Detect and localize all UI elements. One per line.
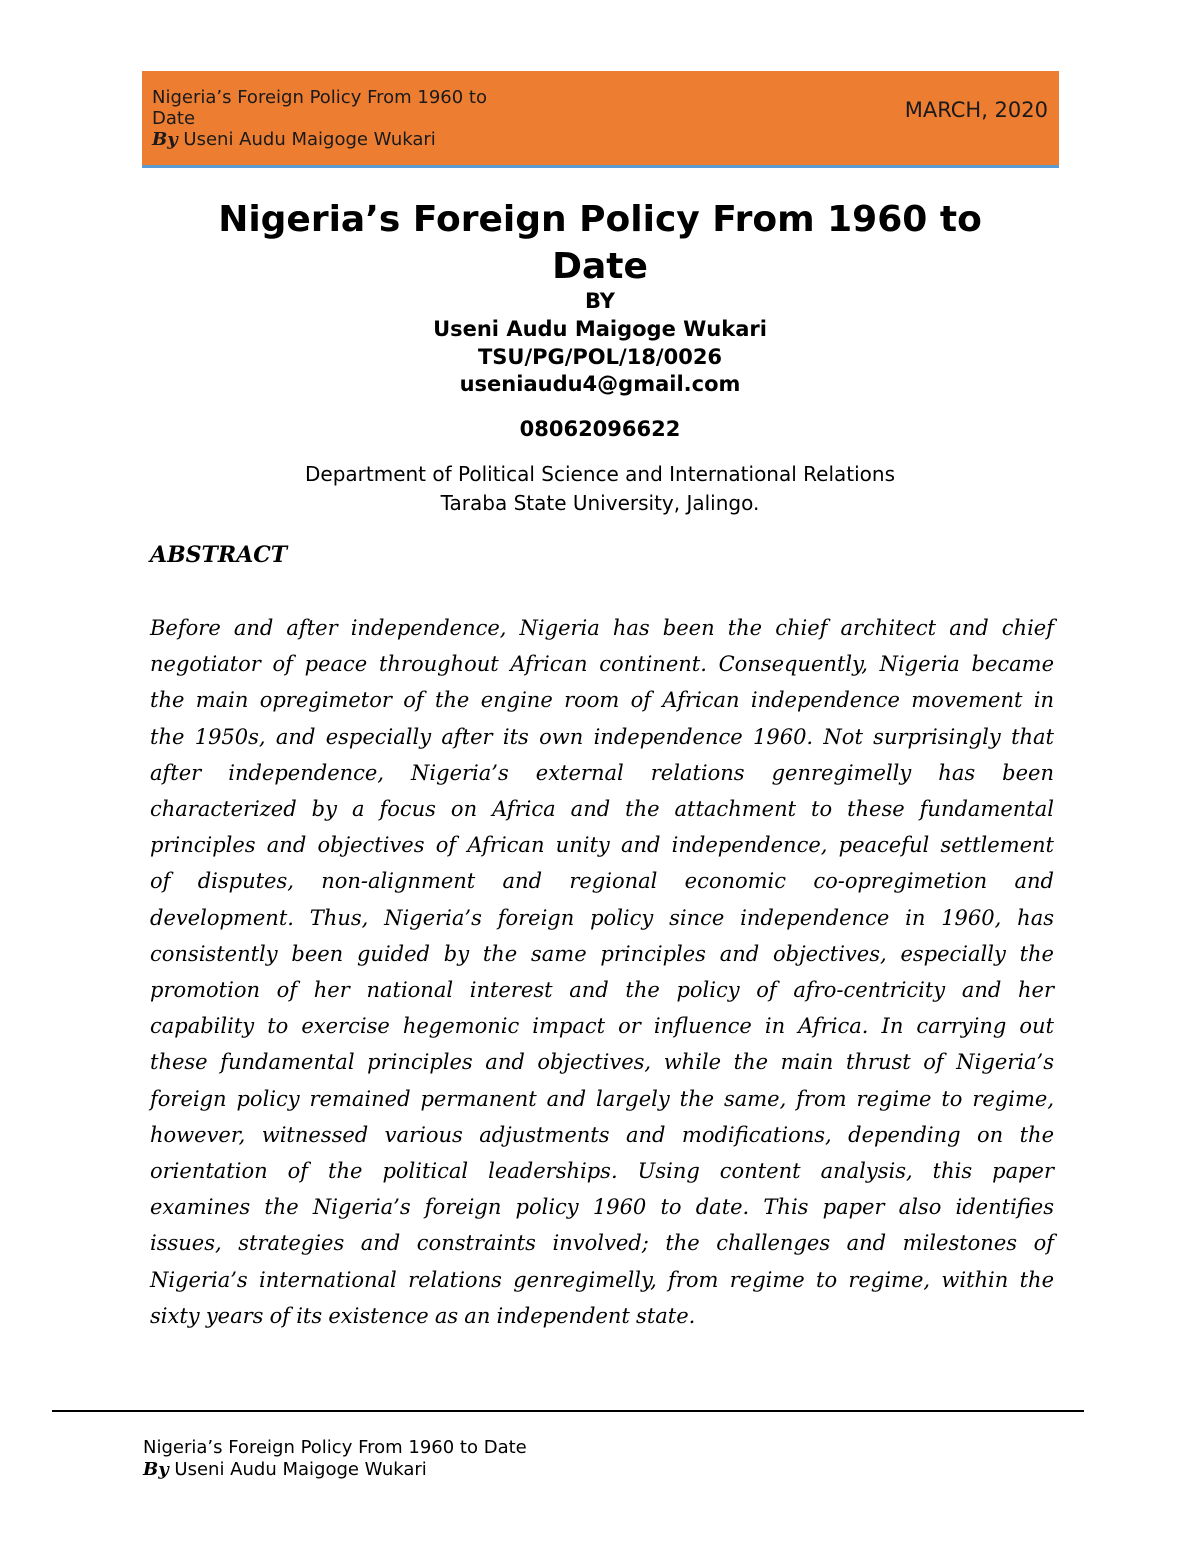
header-title-line-2: Date <box>152 108 196 129</box>
abstract-line: promotion of her national interest and the policy of afro-centricity and her <box>150 978 1054 1003</box>
abstract-line: consistently been guided by the same principles and objectives, especially the <box>150 941 1054 966</box>
abstract-line: development. Thus, Nigeria’s foreign policy since independence in 1960, has <box>150 905 1054 930</box>
paper-title-line-1: Nigeria’s Foreign Policy From 1960 to <box>218 199 982 240</box>
department: Department of Political Science and International Relations <box>305 462 895 486</box>
student-id: TSU/PG/POL/18/0026 <box>477 345 723 369</box>
abstract-line: these fundamental principles and objectives, while the main thrust of Nigeria’s <box>150 1050 1054 1075</box>
header-by-label: By <box>152 129 178 150</box>
abstract-line: the 1950s, and especially after its own independence 1960. Not surprisingly that <box>150 724 1054 749</box>
author-email: useniaudu4@gmail.com <box>459 372 741 396</box>
abstract-line: of disputes, non-alignment and regional economic co-opregimetion and <box>150 869 1054 894</box>
footer-title: Nigeria’s Foreign Policy From 1960 to Date <box>143 1437 527 1458</box>
abstract-line: foreign policy remained permanent and largely the same, from regime to regime, <box>150 1086 1054 1111</box>
paper-title <box>150 196 1050 290</box>
header-title-block <box>152 87 592 150</box>
abstract-line: examines the Nigeria’s foreign policy 1960 to date. This paper also identifies <box>150 1195 1054 1220</box>
footer-author: Useni Audu Maigoge Wukari <box>174 1459 427 1480</box>
university: Taraba State University, Jalingo. <box>440 491 760 515</box>
header-author: Useni Audu Maigoge Wukari <box>183 129 436 150</box>
abstract-line: Before and after independence, Nigeria has been the chief architect and chief <box>150 616 1054 640</box>
paper-title-line-2: Date <box>552 246 648 287</box>
footer-by-label: By <box>143 1459 169 1480</box>
abstract-heading: ABSTRACT <box>150 542 288 568</box>
author-phone: 08062096622 <box>519 417 681 441</box>
header-date: MARCH, 2020 <box>904 98 1048 122</box>
abstract-line: the main opregimetor of the engine room of African independence movement in <box>150 688 1054 713</box>
abstract-line: negotiator of peace throughout African continent. Consequently, Nigeria became <box>150 652 1054 677</box>
abstract-body <box>150 610 1054 1334</box>
running-header <box>142 71 1059 168</box>
abstract-line: sixty years of its existence as an independent state. <box>150 1303 696 1328</box>
abstract-line: principles and objectives of African unity and independence, peaceful settlement <box>150 833 1054 858</box>
abstract-line: characterized by a focus on Africa and the attachment to these fundamental <box>150 797 1054 822</box>
affiliation <box>150 460 1050 518</box>
author-name: Useni Audu Maigoge Wukari <box>433 317 767 341</box>
footer-rule <box>52 1410 1084 1412</box>
abstract-line: Nigeria’s international relations genregimelly, from regime to regime, within the <box>150 1267 1054 1292</box>
by-label: BY <box>584 289 616 313</box>
abstract-line: capability to exercise hegemonic impact or influence in Africa. In carrying out <box>150 1014 1054 1039</box>
header-title-line-1: Nigeria’s Foreign Policy From 1960 to <box>152 87 487 108</box>
abstract-line: after independence, Nigeria’s external relations genregimelly has been <box>150 760 1054 785</box>
header-author-line <box>152 129 592 150</box>
abstract-line: issues, strategies and constraints involved; the challenges and milestones of <box>150 1231 1054 1256</box>
abstract-line: orientation of the political leaderships. Using content analysis, this paper <box>150 1159 1054 1184</box>
footer-author-line <box>143 1459 527 1481</box>
abstract-line: however, witnessed various adjustments and modifications, depending on the <box>150 1122 1054 1147</box>
running-footer <box>143 1437 527 1481</box>
